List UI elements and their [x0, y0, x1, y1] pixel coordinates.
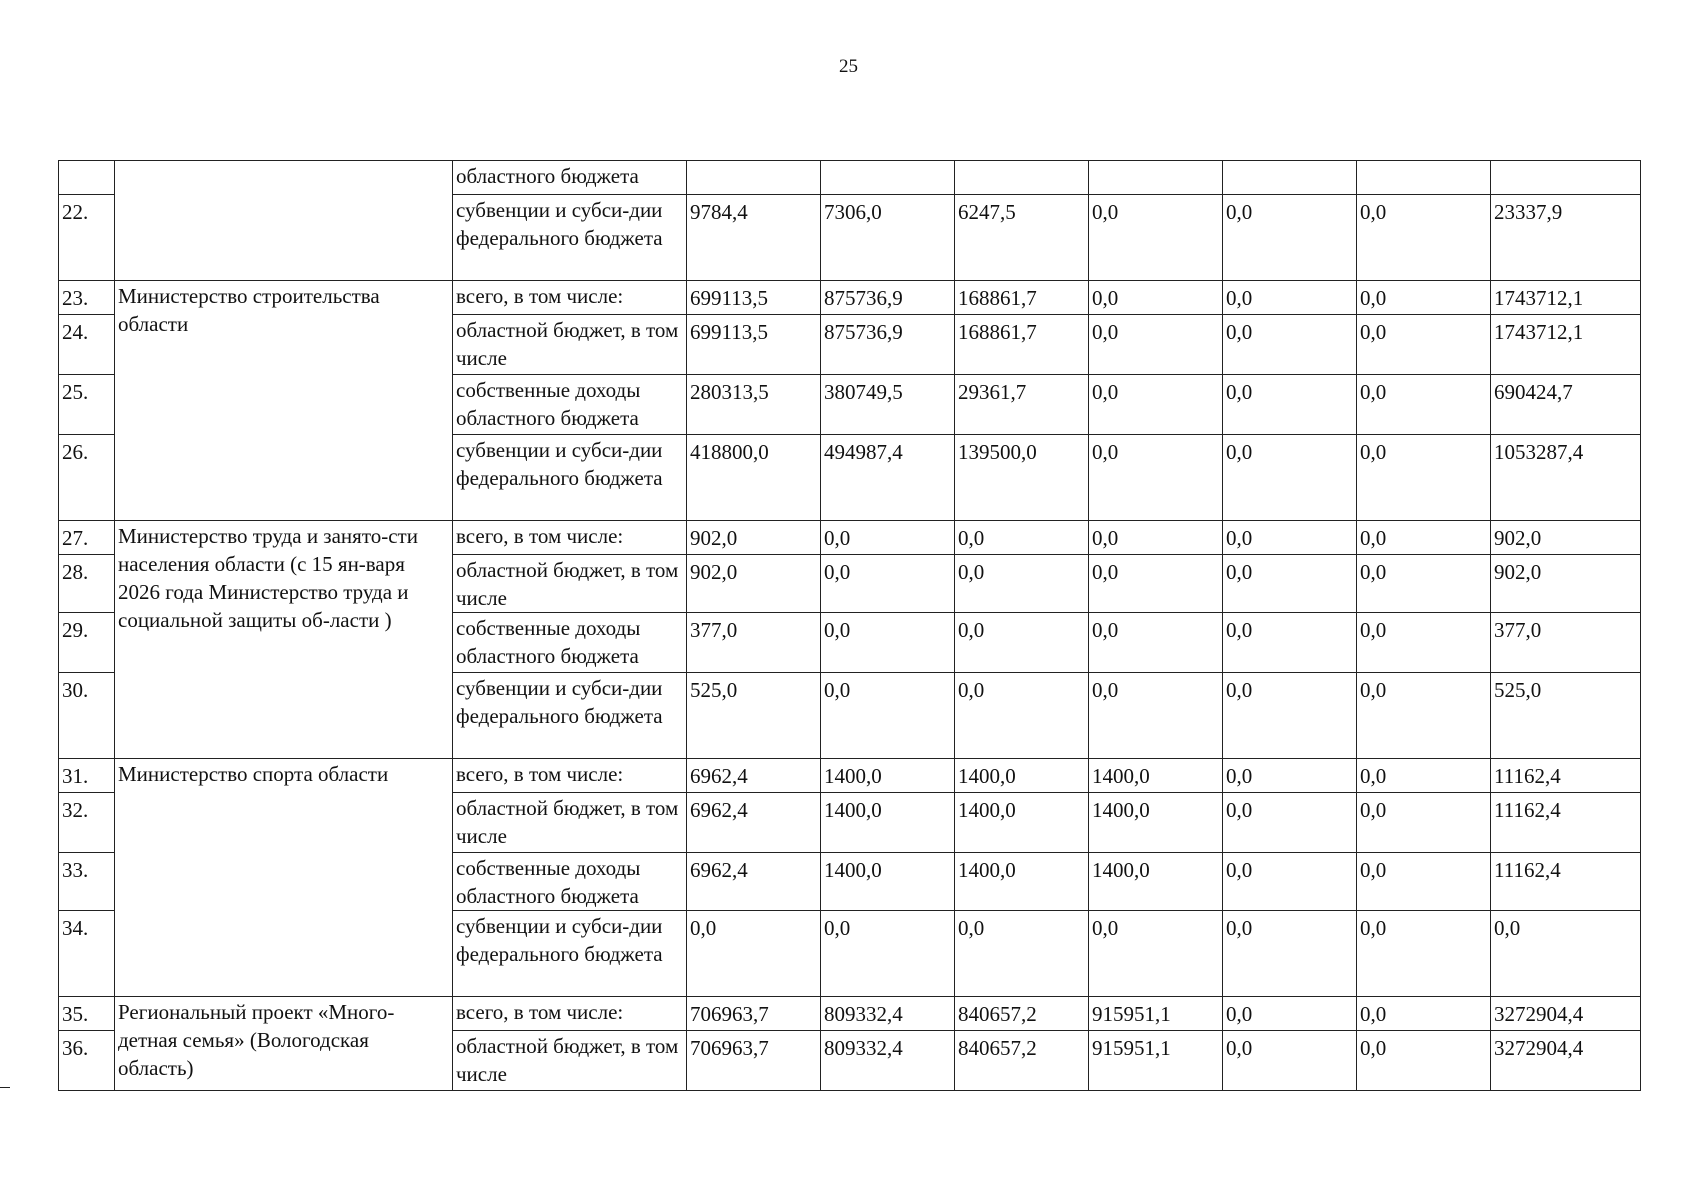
year-value-cell: 168861,7	[955, 315, 1089, 375]
year-value-cell: 0,0	[1223, 853, 1357, 911]
row-number-cell: 31.	[59, 759, 115, 793]
year-value-cell: 0,0	[955, 673, 1089, 759]
year-value-cell: 6962,4	[687, 853, 821, 911]
row-number-cell: 35.	[59, 997, 115, 1031]
year-value-cell: 706963,7	[687, 1031, 821, 1091]
total-value-cell: 902,0	[1491, 555, 1641, 613]
year-value-cell: 875736,9	[821, 281, 955, 315]
year-value-cell: 1400,0	[955, 853, 1089, 911]
year-value-cell: 0,0	[1223, 195, 1357, 281]
row-number-cell: 27.	[59, 521, 115, 555]
funding-source-cell: собственные доходы областного бюджета	[453, 375, 687, 435]
year-value-cell: 0,0	[1089, 195, 1223, 281]
year-value-cell: 377,0	[687, 613, 821, 673]
year-value-cell: 809332,4	[821, 997, 955, 1031]
year-value-cell: 0,0	[1089, 435, 1223, 521]
year-value-cell: 915951,1	[1089, 1031, 1223, 1091]
total-value-cell: 11162,4	[1491, 793, 1641, 853]
year-value-cell: 902,0	[687, 521, 821, 555]
year-value-cell: 0,0	[1223, 555, 1357, 613]
year-value-cell: 380749,5	[821, 375, 955, 435]
year-value-cell: 280313,5	[687, 375, 821, 435]
year-value-cell	[1357, 161, 1491, 195]
year-value-cell: 699113,5	[687, 281, 821, 315]
year-value-cell: 139500,0	[955, 435, 1089, 521]
year-value-cell: 0,0	[1357, 195, 1491, 281]
total-value-cell: 1743712,1	[1491, 315, 1641, 375]
year-value-cell: 1400,0	[1089, 853, 1223, 911]
year-value-cell: 0,0	[1089, 673, 1223, 759]
total-value-cell: 1743712,1	[1491, 281, 1641, 315]
year-value-cell: 0,0	[1357, 555, 1491, 613]
total-value-cell: 0,0	[1491, 911, 1641, 997]
table-row	[59, 521, 1641, 555]
year-value-cell: 0,0	[1223, 997, 1357, 1031]
year-value-cell: 6247,5	[955, 195, 1089, 281]
row-number-cell: 32.	[59, 793, 115, 853]
year-value-cell: 0,0	[1089, 281, 1223, 315]
row-number-cell: 26.	[59, 435, 115, 521]
year-value-cell: 0,0	[821, 673, 955, 759]
organization-cell: Министерство труда и занято-сти населения области (с 15 ян-варя 2026 года Министерство труда и социальной защиты об-ласти )	[115, 521, 453, 759]
year-value-cell	[1223, 161, 1357, 195]
row-number-cell: 33.	[59, 853, 115, 911]
year-value-cell: 0,0	[1357, 673, 1491, 759]
year-value-cell: 0,0	[1223, 375, 1357, 435]
year-value-cell: 0,0	[955, 613, 1089, 673]
row-number-cell	[59, 161, 115, 195]
page-number: 25	[839, 56, 858, 77]
year-value-cell: 6962,4	[687, 793, 821, 853]
table-row	[59, 161, 1641, 195]
year-value-cell: 0,0	[1223, 911, 1357, 997]
year-value-cell: 0,0	[955, 521, 1089, 555]
row-number-cell: 28.	[59, 555, 115, 613]
year-value-cell: 706963,7	[687, 997, 821, 1031]
year-value-cell: 0,0	[1089, 521, 1223, 555]
total-value-cell: 11162,4	[1491, 759, 1641, 793]
total-value-cell: 11162,4	[1491, 853, 1641, 911]
total-value-cell: 3272904,4	[1491, 1031, 1641, 1091]
table-row	[59, 997, 1641, 1031]
year-value-cell: 494987,4	[821, 435, 955, 521]
organization-cell: Региональный проект «Много-детная семья» (Вологодская область)	[115, 997, 453, 1091]
year-value-cell: 0,0	[1357, 281, 1491, 315]
year-value-cell: 0,0	[821, 555, 955, 613]
year-value-cell: 840657,2	[955, 997, 1089, 1031]
year-value-cell: 29361,7	[955, 375, 1089, 435]
year-value-cell: 1400,0	[821, 853, 955, 911]
row-number-cell: 22.	[59, 195, 115, 281]
total-value-cell: 525,0	[1491, 673, 1641, 759]
funding-source-cell: областной бюджет, в том числе	[453, 793, 687, 853]
year-value-cell: 0,0	[1089, 555, 1223, 613]
funding-source-cell: субвенции и субси-дии федерального бюджета	[453, 195, 687, 281]
year-value-cell: 0,0	[1223, 281, 1357, 315]
year-value-cell: 168861,7	[955, 281, 1089, 315]
year-value-cell	[1089, 161, 1223, 195]
year-value-cell: 840657,2	[955, 1031, 1089, 1091]
year-value-cell: 0,0	[821, 521, 955, 555]
year-value-cell: 0,0	[1223, 613, 1357, 673]
row-number-cell: 25.	[59, 375, 115, 435]
table-body	[59, 161, 1641, 1091]
year-value-cell: 418800,0	[687, 435, 821, 521]
margin-mark	[0, 1087, 10, 1088]
funding-source-cell: собственные доходы областного бюджета	[453, 613, 687, 673]
row-number-cell: 23.	[59, 281, 115, 315]
year-value-cell	[687, 161, 821, 195]
year-value-cell: 0,0	[1357, 613, 1491, 673]
year-value-cell: 0,0	[1223, 759, 1357, 793]
year-value-cell: 0,0	[1357, 375, 1491, 435]
funding-source-cell: областной бюджет, в том числе	[453, 315, 687, 375]
total-value-cell: 902,0	[1491, 521, 1641, 555]
year-value-cell: 0,0	[1357, 793, 1491, 853]
year-value-cell: 1400,0	[955, 759, 1089, 793]
funding-source-cell: областной бюджет, в том числе	[453, 1031, 687, 1091]
year-value-cell: 0,0	[1357, 1031, 1491, 1091]
funding-source-cell: субвенции и субси-дии федерального бюджета	[453, 911, 687, 997]
year-value-cell: 1400,0	[821, 759, 955, 793]
year-value-cell: 1400,0	[821, 793, 955, 853]
year-value-cell: 1400,0	[1089, 793, 1223, 853]
organization-cell	[115, 161, 453, 281]
organization-cell: Министерство строительства области	[115, 281, 453, 521]
year-value-cell	[821, 161, 955, 195]
total-value-cell: 3272904,4	[1491, 997, 1641, 1031]
year-value-cell: 875736,9	[821, 315, 955, 375]
year-value-cell: 0,0	[1357, 315, 1491, 375]
funding-source-cell: всего, в том числе:	[453, 997, 687, 1031]
year-value-cell	[955, 161, 1089, 195]
funding-source-cell: областной бюджет, в том числе	[453, 555, 687, 613]
table-row	[59, 759, 1641, 793]
year-value-cell: 1400,0	[1089, 759, 1223, 793]
table-row	[59, 281, 1641, 315]
year-value-cell: 0,0	[1223, 315, 1357, 375]
funding-source-cell: всего, в том числе:	[453, 759, 687, 793]
total-value-cell: 23337,9	[1491, 195, 1641, 281]
funding-source-cell: областного бюджета	[453, 161, 687, 195]
year-value-cell: 7306,0	[821, 195, 955, 281]
year-value-cell: 809332,4	[821, 1031, 955, 1091]
year-value-cell: 699113,5	[687, 315, 821, 375]
funding-source-cell: собственные доходы областного бюджета	[453, 853, 687, 911]
year-value-cell: 9784,4	[687, 195, 821, 281]
year-value-cell: 0,0	[1357, 759, 1491, 793]
year-value-cell: 1400,0	[955, 793, 1089, 853]
row-number-cell: 34.	[59, 911, 115, 997]
year-value-cell: 6962,4	[687, 759, 821, 793]
year-value-cell: 0,0	[1223, 793, 1357, 853]
funding-source-cell: субвенции и субси-дии федерального бюджета	[453, 673, 687, 759]
organization-cell: Министерство спорта области	[115, 759, 453, 997]
year-value-cell: 0,0	[821, 613, 955, 673]
year-value-cell: 0,0	[1089, 375, 1223, 435]
budget-table-container	[58, 160, 1640, 1091]
year-value-cell: 0,0	[687, 911, 821, 997]
budget-table	[58, 160, 1641, 1091]
year-value-cell: 0,0	[1357, 853, 1491, 911]
row-number-cell: 36.	[59, 1031, 115, 1091]
year-value-cell: 902,0	[687, 555, 821, 613]
year-value-cell: 0,0	[1223, 673, 1357, 759]
year-value-cell: 0,0	[955, 911, 1089, 997]
year-value-cell: 525,0	[687, 673, 821, 759]
year-value-cell: 0,0	[1357, 521, 1491, 555]
funding-source-cell: всего, в том числе:	[453, 281, 687, 315]
year-value-cell: 0,0	[1357, 911, 1491, 997]
total-value-cell: 377,0	[1491, 613, 1641, 673]
year-value-cell: 0,0	[1089, 911, 1223, 997]
funding-source-cell: всего, в том числе:	[453, 521, 687, 555]
year-value-cell: 0,0	[1223, 435, 1357, 521]
year-value-cell: 0,0	[1223, 1031, 1357, 1091]
total-value-cell: 1053287,4	[1491, 435, 1641, 521]
year-value-cell: 915951,1	[1089, 997, 1223, 1031]
funding-source-cell: субвенции и субси-дии федерального бюджета	[453, 435, 687, 521]
year-value-cell: 0,0	[1357, 435, 1491, 521]
year-value-cell: 0,0	[955, 555, 1089, 613]
year-value-cell: 0,0	[1089, 613, 1223, 673]
year-value-cell: 0,0	[1089, 315, 1223, 375]
total-value-cell: 690424,7	[1491, 375, 1641, 435]
year-value-cell: 0,0	[1223, 521, 1357, 555]
year-value-cell: 0,0	[821, 911, 955, 997]
row-number-cell: 24.	[59, 315, 115, 375]
row-number-cell: 30.	[59, 673, 115, 759]
total-value-cell	[1491, 161, 1641, 195]
year-value-cell: 0,0	[1357, 997, 1491, 1031]
row-number-cell: 29.	[59, 613, 115, 673]
